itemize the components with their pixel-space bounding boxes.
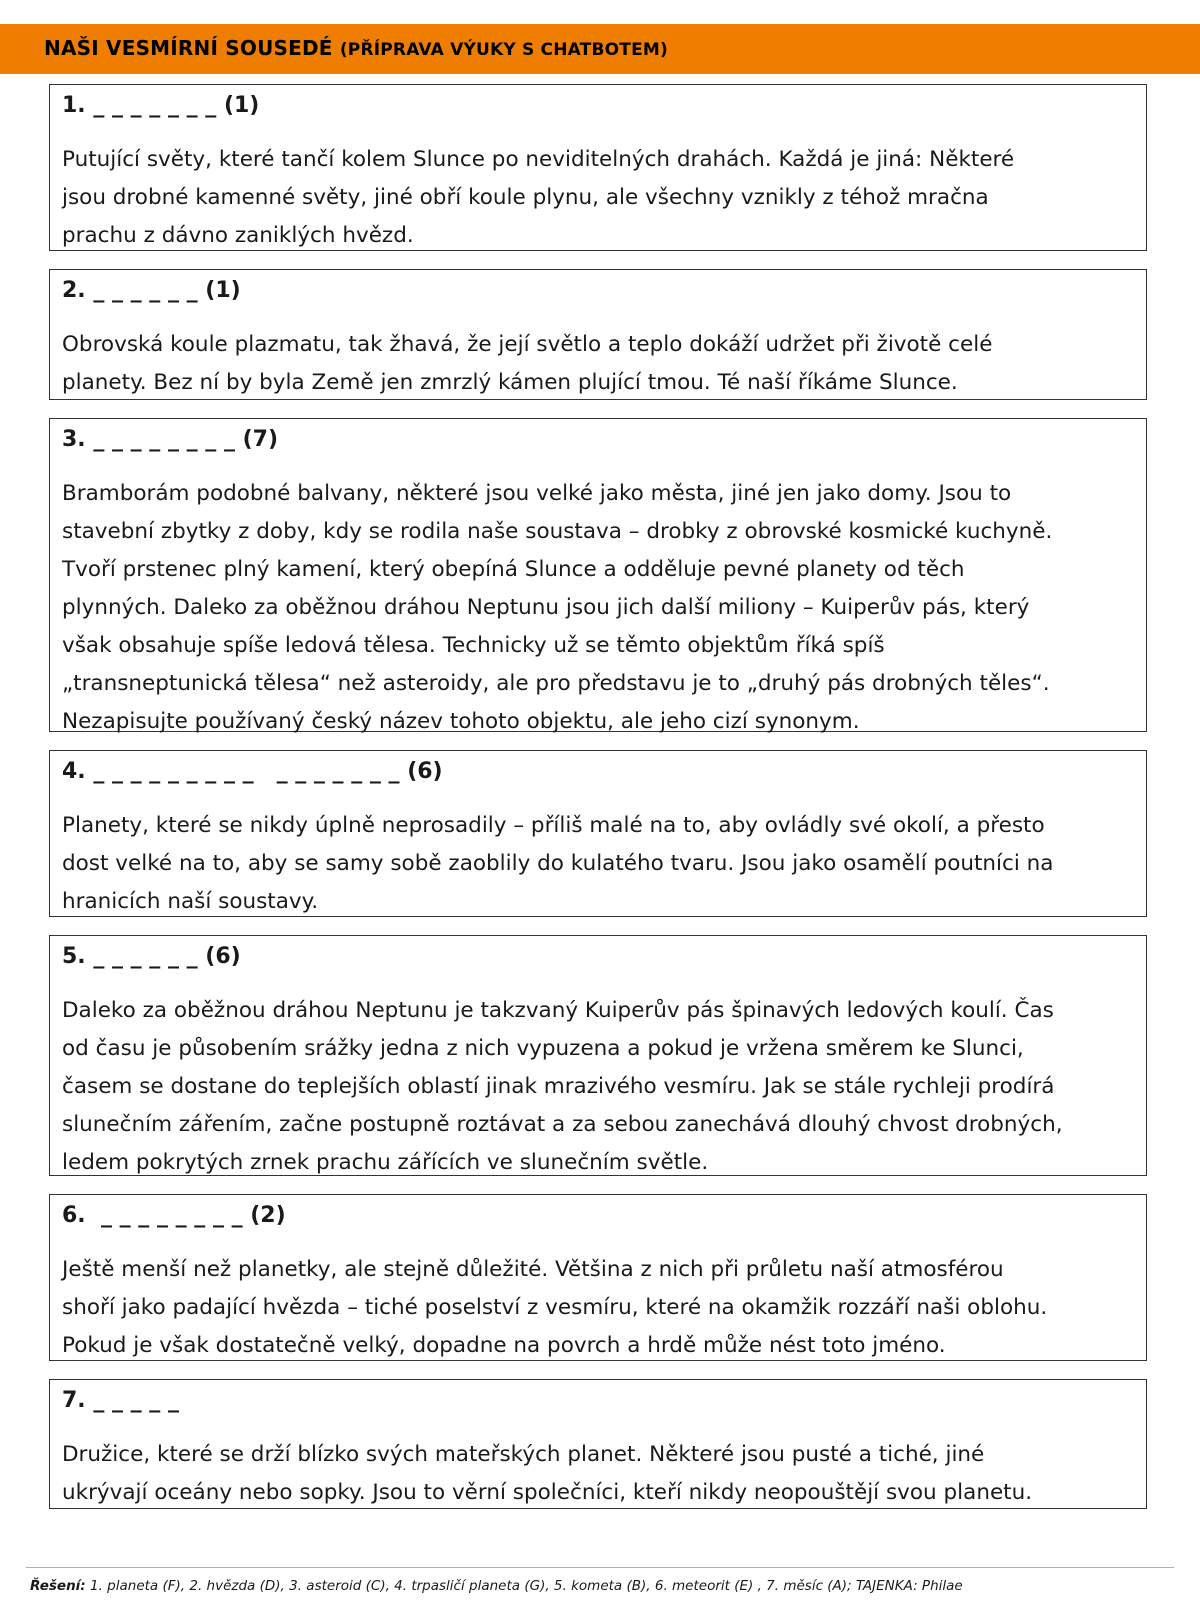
riddle-text-4 xyxy=(62,807,1142,921)
text-line: shoří jako padající hvězda – tiché poselství z vesmíru, které na okamžik rozzáří naši oblohu. xyxy=(62,1295,1048,1320)
riddle-card-1 xyxy=(49,84,1147,251)
text-line: Planety, které se nikdy úplně neprosadily – příliš malé na to, aby ovládly své okolí, a přesto xyxy=(62,813,1045,838)
text-line: Družice, které se drží blízko svých mateřských planet. Některé jsou pusté a tiché, jiné xyxy=(62,1442,985,1467)
riddle-card-7 xyxy=(49,1379,1147,1509)
riddle-text-6 xyxy=(62,1251,1142,1365)
text-line: Ještě menší než planetky, ale stejně důležité. Většina z nich při průletu naší atmosférou xyxy=(62,1257,1004,1282)
text-line: „transneptunická tělesa“ než asteroidy, ale pro představu je to „druhý pás drobných těles“. xyxy=(62,671,1050,696)
riddle-text-5 xyxy=(62,992,1142,1182)
page-title-main: NAŠI VESMÍRNÍ SOUSEDÉ xyxy=(44,36,333,60)
text-line: planety. Bez ní by byla Země jen zmrzlý kámen plující tmou. Té naší říkáme Slunce. xyxy=(62,370,958,395)
riddle-number-7: 7. _ _ _ _ _ xyxy=(62,1388,179,1413)
riddle-number-5: 5. _ _ _ _ _ _ (6) xyxy=(62,944,241,969)
solution-label: Řešení: xyxy=(30,1578,86,1594)
solution-text: 1. planeta (F), 2. hvězda (D), 3. asteroid (C), 4. trpasličí planeta (G), 5. kometa (B), 6. meteorit (E) , 7. měsíc (A); TAJENKA: Philae xyxy=(85,1578,963,1594)
text-line: jsou drobné kamenné světy, jiné obří koule plynu, ale všechny vznikly z téhož mračna xyxy=(62,185,989,210)
text-line: Putující světy, které tančí kolem Slunce po neviditelných drahách. Každá je jiná: Některé xyxy=(62,147,1015,172)
riddle-text-2 xyxy=(62,326,1142,402)
riddle-number-2: 2. _ _ _ _ _ _ (1) xyxy=(62,278,241,303)
text-line: od času je působením srážky jedna z nich vypuzena a pokud je vržena směrem ke Slunci, xyxy=(62,1036,1024,1061)
riddle-text-7 xyxy=(62,1436,1142,1512)
riddle-number-6: 6. _ _ _ _ _ _ _ _ (2) xyxy=(62,1203,286,1228)
text-line: ledem pokrytých zrnek prachu zářících ve slunečním světle. xyxy=(62,1150,709,1175)
text-line: slunečním zářením, začne postupně roztávat a za sebou zanechává dlouhý chvost drobných, xyxy=(62,1112,1063,1137)
text-line: prachu z dávno zaniklých hvězd. xyxy=(62,223,414,248)
text-line: Pokud je však dostatečně velký, dopadne na povrch a hrdě může nést toto jméno. xyxy=(62,1333,946,1358)
riddle-card-6 xyxy=(49,1194,1147,1361)
riddle-number-3: 3. _ _ _ _ _ _ _ _ (7) xyxy=(62,427,279,452)
text-line: Nezapisujte používaný český název tohoto objektu, ale jeho cizí synonym. xyxy=(62,709,860,734)
text-line: dost velké na to, aby se samy sobě zaoblily do kulatého tvaru. Jsou jako osamělí poutníci na xyxy=(62,851,1054,876)
text-line: stavební zbytky z doby, kdy se rodila naše soustava – drobky z obrovské kosmické kuchyně. xyxy=(62,519,1053,544)
solution-footer xyxy=(30,1578,963,1594)
text-line: časem se dostane do teplejších oblastí jinak mrazivého vesmíru. Jak se stále rychleji prodírá xyxy=(62,1074,1055,1099)
text-line: Bramborám podobné balvany, některé jsou velké jako města, jiné jen jako domy. Jsou to xyxy=(62,481,1012,506)
text-line: však obsahuje spíše ledová tělesa. Technicky už se těmto objektům říká spíš xyxy=(62,633,885,658)
riddle-card-2 xyxy=(49,269,1147,400)
riddle-card-4 xyxy=(49,750,1147,917)
page-title xyxy=(44,36,668,60)
text-line: Daleko za oběžnou dráhou Neptunu je takzvaný Kuiperův pás špinavých ledových koulí. Čas xyxy=(62,998,1054,1023)
text-line: plynných. Daleko za oběžnou dráhou Neptunu jsou jich další miliony – Kuiperův pás, který xyxy=(62,595,1030,620)
riddle-card-5 xyxy=(49,935,1147,1176)
riddle-text-1 xyxy=(62,141,1142,255)
text-line: hranicích naší soustavy. xyxy=(62,889,319,914)
riddle-number-4: 4. _ _ _ _ _ _ _ _ _ _ _ _ _ _ _ _ (6) xyxy=(62,759,443,784)
text-line: Tvoří prstenec plný kamení, který obepíná Slunce a odděluje pevné planety od těch xyxy=(62,557,965,582)
riddle-number-1: 1. _ _ _ _ _ _ _ (1) xyxy=(62,93,260,118)
riddle-card-3 xyxy=(49,418,1147,732)
footer-divider xyxy=(26,1567,1174,1568)
page-subtitle: (PŘÍPRAVA VÝUKY S CHATBOTEM) xyxy=(339,40,668,60)
text-line: Obrovská koule plazmatu, tak žhavá, že její světlo a teplo dokáží udržet při životě celé xyxy=(62,332,993,357)
text-line: ukrývají oceány nebo sopky. Jsou to věrní společníci, kteří nikdy neopouštějí svou planetu. xyxy=(62,1480,1033,1505)
riddle-text-3 xyxy=(62,475,1142,741)
